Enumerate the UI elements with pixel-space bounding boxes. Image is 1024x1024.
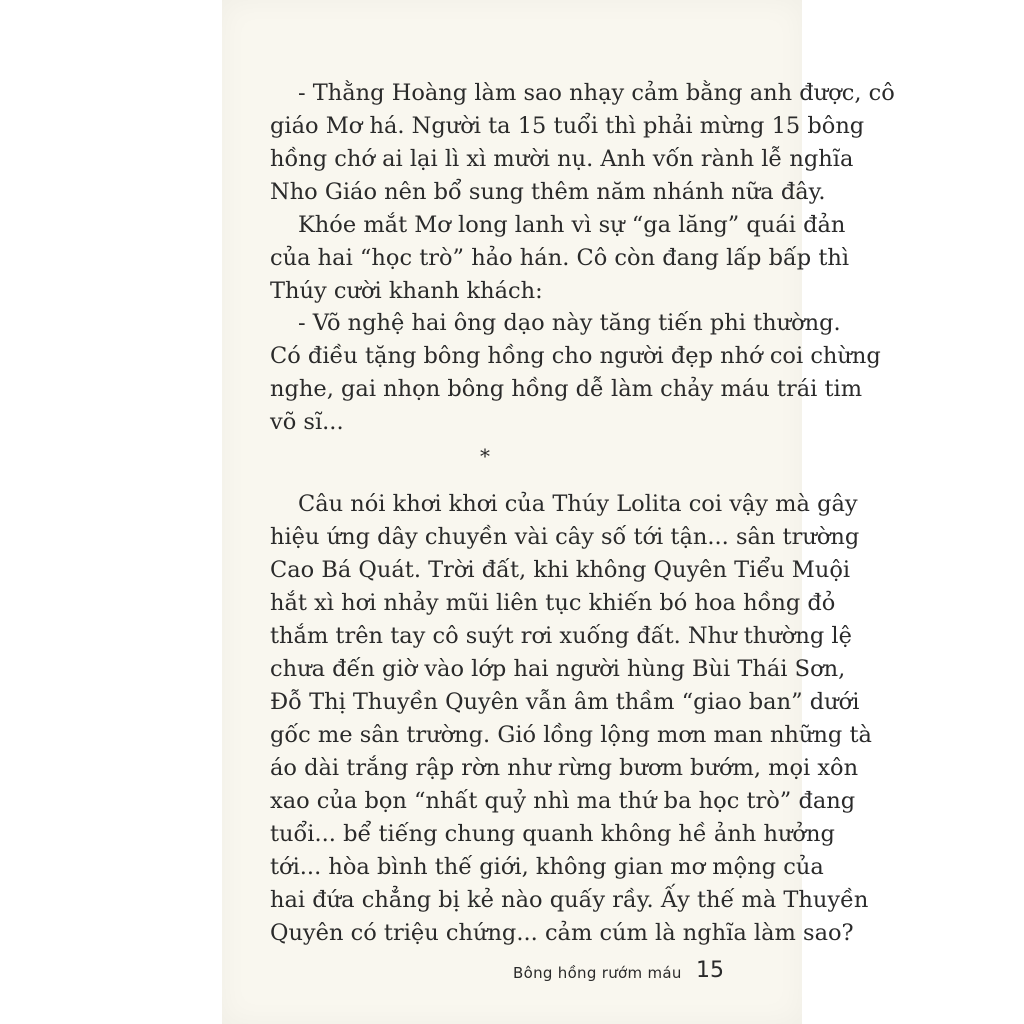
text-line: Cao Bá Quát. Trời đất, khi không Quyên Tiểu Muội [270,557,851,583]
text-line: hồng chớ ai lại lì xì mười nụ. Anh vốn rành lễ nghĩa [270,146,854,172]
text-line: Nho Giáo nên bổ sung thêm năm nhánh nữa đây. [270,179,826,205]
text-line: áo dài trắng rập rờn như rừng bươm bướm, mọi xôn [270,755,859,781]
section-separator: * [480,444,490,468]
text-line: Thúy cười khanh khách: [270,278,543,304]
text-line: xao của bọn “nhất quỷ nhì ma thứ ba học trò” đang [270,788,856,814]
text-line: võ sĩ... [270,409,344,435]
text-line: giáo Mơ há. Người ta 15 tuổi thì phải mừng 15 bông [270,113,865,139]
running-footer-title: Bông hồng rướm máu [513,964,682,982]
text-line: Đỗ Thị Thuyền Quyên vẫn âm thầm “giao ban” dưới [270,689,860,715]
text-line: thắm trên tay cô suýt rơi xuống đất. Như thường lệ [270,623,852,649]
text-line: gốc me sân trường. Gió lồng lộng mơn man những tà [270,722,872,748]
text-line: nghe, gai nhọn bông hồng dễ làm chảy máu trái tim [270,376,863,402]
text-line: của hai “học trò” hảo hán. Cô còn đang lấp bấp thì [270,245,850,271]
text-line: chưa đến giờ vào lớp hai người hùng Bùi Thái Sơn, [270,656,846,682]
text-line: tuổi... bể tiếng chung quanh không hề ảnh hưởng [270,821,835,847]
page-number: 15 [696,958,724,983]
text-line: tới... hòa bình thế giới, không gian mơ mộng của [270,854,824,880]
text-line: Quyên có triệu chứng... cảm cúm là nghĩa làm sao? [270,920,854,946]
text-line: hiệu ứng dây chuyền vài cây số tới tận... sân trường [270,524,860,550]
text-line: - Thằng Hoàng làm sao nhạy cảm bằng anh được, cô [298,80,895,106]
text-line: Có điều tặng bông hồng cho người đẹp nhớ coi chừng [270,343,881,369]
text-line: hắt xì hơi nhảy mũi liên tục khiến bó hoa hồng đỏ [270,590,836,616]
text-line: Câu nói khơi khơi của Thúy Lolita coi vậy mà gây [298,491,858,517]
text-line: Khóe mắt Mơ long lanh vì sự “ga lăng” quái đản [298,212,846,238]
text-line: hai đứa chẳng bị kẻ nào quấy rầy. Ấy thế mà Thuyền [270,887,869,913]
text-line: - Võ nghệ hai ông dạo này tăng tiến phi thường. [298,310,841,336]
